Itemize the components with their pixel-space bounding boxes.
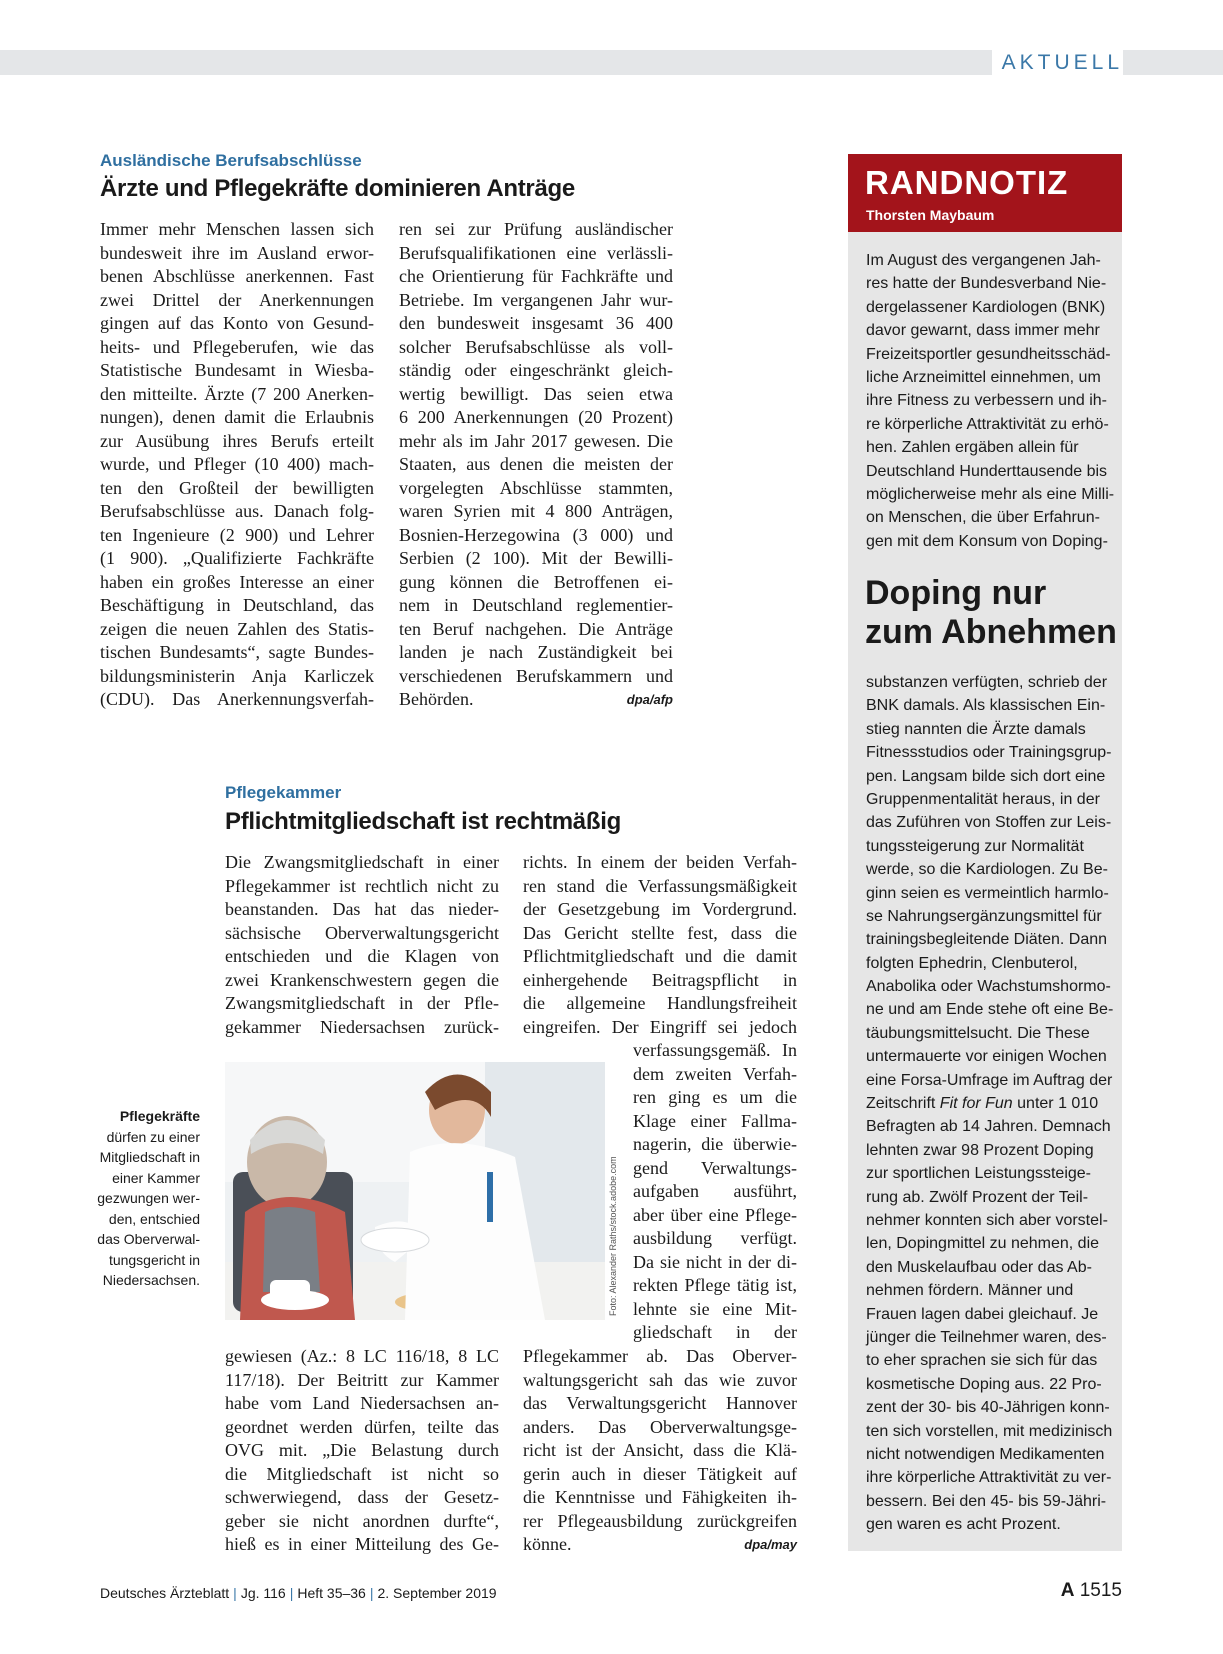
text-line: gingen auf das Konto von Gesund- bbox=[100, 313, 374, 333]
randnotiz-line: zent der 30- bis 40-Jährigen konn- bbox=[866, 1399, 1110, 1417]
randnotiz-line: eine Forsa-Umfrage im Auftrag der bbox=[866, 1071, 1113, 1089]
text-line: verfassungsgemäß. In bbox=[633, 1040, 797, 1060]
text-line: Serbien (2 100). Mit der Bewilli- bbox=[399, 548, 673, 568]
text-line: Pflichtmitgliedschaft und die damit bbox=[523, 946, 797, 966]
randnotiz-line: substanzen verfügten, schrieb der bbox=[866, 674, 1108, 691]
text-line: wertig bewilligt. Das seien etwa bbox=[399, 383, 673, 404]
text-line: Staaten, aus denen die meisten der bbox=[399, 454, 673, 474]
text-line: zur Ausübung ihres Berufs erteilt bbox=[100, 430, 374, 451]
text-line: wurde, und Pfleger (10 400) mach- bbox=[100, 454, 374, 474]
randnotiz-line: Zeitschrift Fit for Fun unter 1 010 bbox=[866, 1095, 1099, 1113]
text-line: zwei Krankenschwestern gegen die bbox=[225, 969, 499, 990]
randnotiz-line: Freizeitsportler gesundheitsschäd- bbox=[866, 345, 1111, 363]
randnotiz-line: ten sich vorstellen, mit medizinisch bbox=[866, 1422, 1113, 1440]
page-number-value: 1515 bbox=[1079, 1580, 1122, 1601]
randnotiz-line: gen waren es acht Prozent. bbox=[866, 1516, 1061, 1534]
text-line: waltungsgericht sah das wie zuvor bbox=[523, 1369, 797, 1390]
randnotiz-line: Fitnessstudios oder Trainingsgrup- bbox=[866, 744, 1112, 762]
text-line: lehnte sie eine Mit- bbox=[633, 1298, 797, 1319]
randnotiz-line: BNK damals. Als klassischen Ein- bbox=[866, 697, 1106, 715]
randnotiz-line: ne und am Ende stehe oft eine Be- bbox=[866, 1001, 1114, 1019]
text-line: (CDU). Das Anerkennungsverfah- bbox=[100, 689, 374, 709]
text-line: ten Ingenieure (2 900) und Lehrer bbox=[100, 524, 374, 545]
text-line: waren Syrien mit 4 800 Anträgen, bbox=[399, 501, 673, 521]
text-line: die Kenntnisse und Fähigkeiten ih- bbox=[523, 1487, 797, 1507]
text-line: Behörden. dpa/afp bbox=[399, 688, 673, 712]
text-line: gewiesen (Az.: 8 LC 116/18, 8 LC bbox=[225, 1346, 499, 1366]
footer-volume: Jg. 116 bbox=[240, 1585, 286, 1601]
text-line: ren ging es um die bbox=[633, 1087, 797, 1107]
randnotiz-line: ihre Fitness zu verbessern und ih- bbox=[866, 392, 1107, 410]
text-line: entschieden und die Klagen von bbox=[225, 946, 499, 966]
randnotiz-line: trainingsbegleitende Diäten. Dann bbox=[866, 931, 1108, 949]
text-line: Berufsabschlüsse aus. Danach folg- bbox=[100, 501, 374, 521]
randnotiz-line: stieg nannten die Ärzte damals bbox=[866, 720, 1086, 738]
text-line: solcher Berufsabschlüsse als voll- bbox=[399, 336, 673, 357]
text-line: richt ist der Ansicht, dass die Klä- bbox=[523, 1440, 797, 1460]
randnotiz-line: möglicherweise mehr als eine Milli- bbox=[866, 485, 1115, 503]
text-line: hieß es in einer Mitteilung des Ge- bbox=[225, 1534, 499, 1554]
text-line: ten den Großteil der bewilligten bbox=[100, 477, 374, 498]
randnotiz-line: Im August des vergangenen Jah- bbox=[866, 252, 1101, 269]
randnotiz-line: Anabolika oder Wachstumshormo- bbox=[866, 978, 1111, 996]
text-line: ren stand die Verfassungsmäßigkeit bbox=[523, 875, 797, 896]
randnotiz-line: kosmetische Doping aus. 22 Pro- bbox=[866, 1375, 1102, 1393]
caption-line: den, entschied bbox=[108, 1210, 200, 1227]
footer-journal: Deutsches Ärzteblatt bbox=[100, 1585, 230, 1601]
randnotiz-line: Deutschland Hunderttausende bis bbox=[866, 462, 1108, 480]
text-line: Die Zwangsmitgliedschaft in einer bbox=[225, 852, 499, 872]
caption-line: einer Kammer bbox=[112, 1169, 200, 1186]
randnotiz-headline bbox=[865, 574, 1117, 652]
randnotiz-line: pen. Langsam bilde sich dort eine bbox=[866, 767, 1106, 785]
text-line: zeigen die neuen Zahlen des Statis- bbox=[100, 618, 374, 639]
randnotiz-headline-line-1: Doping nur bbox=[865, 574, 1047, 612]
randnotiz-line: Befragten ab 14 Jahren. Demnach bbox=[866, 1118, 1111, 1136]
text-line: Pflegekammer ist rechtlich nicht zu bbox=[225, 875, 499, 896]
article-signature: dpa/may bbox=[744, 1537, 797, 1552]
randnotiz-line: se Nahrungsergänzungsmittel für bbox=[866, 907, 1102, 925]
text-line: anders. Das Oberverwaltungsge- bbox=[523, 1416, 797, 1437]
text-line: vorgelegten Abschlüsse stammten, bbox=[399, 477, 673, 498]
text-line: Statistische Bundesamt in Wiesba- bbox=[100, 360, 374, 380]
randnotiz-line: on Menschen, die über Erfahrun- bbox=[866, 509, 1100, 527]
article2-kicker: Pflegekammer bbox=[225, 783, 342, 802]
photo-caption bbox=[88, 1106, 200, 1291]
text-line: landen je nach Zuständigkeit bei bbox=[399, 642, 673, 662]
footer-issue: Heft 35–36 bbox=[297, 1585, 366, 1601]
text-line: rer Pflegeausbildung zurückgreifen bbox=[523, 1510, 797, 1531]
article2-column-2-wrap bbox=[633, 1039, 797, 1345]
magazine-title: Fit for Fun bbox=[939, 1095, 1013, 1113]
text-line: ren sei zur Prüfung ausländischer bbox=[399, 219, 673, 239]
randnotiz-author: Thorsten Maybaum bbox=[866, 207, 995, 223]
text-line: ständig oder eingeschränkt gleich- bbox=[399, 360, 673, 380]
article1-column-2 bbox=[399, 218, 673, 712]
randnotiz-line: liche Arzneimittel einnehmen, um bbox=[866, 368, 1101, 386]
randnotiz-label: RANDNOTIZ bbox=[865, 164, 1069, 201]
text-line: sächsische Oberverwaltungsgericht bbox=[225, 922, 499, 943]
text-line: habe vom Land Niedersachsen an- bbox=[225, 1393, 499, 1413]
text-line: ten Beruf nachgehen. Die Anträge bbox=[399, 618, 673, 639]
page-number bbox=[1061, 1580, 1122, 1602]
randnotiz-line: ginn seien es vermeintlich harmlo- bbox=[866, 884, 1109, 902]
randnotiz-line: Frauen lagen dabei gleichauf. Je bbox=[866, 1305, 1099, 1323]
text-line: ausbildung verfügt. bbox=[633, 1228, 797, 1248]
text-line: OVG mit. „Die Belastung durch bbox=[225, 1440, 499, 1460]
text-line: benen Abschlüsse anerkennen. Fast bbox=[100, 266, 374, 286]
caption-line: das Oberverwal- bbox=[97, 1231, 200, 1247]
text-line: das Verwaltungsgericht Hannover bbox=[523, 1393, 797, 1413]
text-line: 6 200 Anerkennungen (20 Prozent) bbox=[399, 407, 673, 427]
text-line: haben ein großes Interesse an einer bbox=[100, 571, 374, 592]
text-line: die Mitgliedschaft ist nicht so bbox=[225, 1463, 499, 1484]
page-prefix: A bbox=[1060, 1580, 1075, 1601]
text-line: den mitteilte. Ärzte (7 200 Anerken- bbox=[100, 383, 374, 404]
text-line: Beschäftigung in Deutschland, das bbox=[100, 595, 374, 615]
text-line: beanstanden. Das hat das nieder- bbox=[225, 899, 499, 919]
article2-column-1-bottom bbox=[225, 1345, 499, 1557]
randnotiz-line: tungssteigerung zur Normalität bbox=[866, 837, 1084, 855]
text-line: gekammer Niedersachsen zurück- bbox=[225, 1016, 499, 1037]
text-line: mehr als im Jahr 2017 gewesen. Die bbox=[399, 430, 673, 451]
text-line: Das Gericht stellte fest, dass die bbox=[523, 922, 797, 943]
randnotiz-line: zur sportlichen Leistungssteige- bbox=[866, 1165, 1092, 1183]
footer-citation: Deutsches Ärzteblatt | Jg. 116 | Heft 35–36 | 2. September 2019 bbox=[100, 1585, 497, 1601]
randnotiz-line: folgten Ephedrin, Clenbuterol, bbox=[866, 954, 1078, 972]
text-line: eingreifen. Der Eingriff sei jedoch bbox=[523, 1016, 797, 1037]
randnotiz-line: Gruppenmentalität heraus, in der bbox=[866, 790, 1100, 808]
text-line: der Gesetzgebung im Vordergrund. bbox=[523, 899, 797, 919]
section-label: AKTUELL bbox=[992, 50, 1123, 75]
text-line: rekten Pflege tätig ist, bbox=[633, 1275, 797, 1295]
text-line: bildungsministerin Anja Karliczek bbox=[100, 665, 374, 686]
randnotiz-line: ihre körperliche Attraktivität zu ver- bbox=[866, 1469, 1112, 1487]
article2-column-2-top bbox=[523, 851, 797, 1039]
text-line: gung können die Betroffenen ei- bbox=[399, 571, 673, 592]
article2-column-1-top bbox=[225, 851, 499, 1039]
randnotiz-line: len, Dopingmittel zu nehmen, die bbox=[866, 1235, 1100, 1253]
caption-line: gezwungen wer- bbox=[97, 1190, 200, 1206]
text-line: die allgemeine Handlungsfreiheit bbox=[523, 993, 797, 1013]
nurse-with-elderly-woman-photo bbox=[225, 1062, 605, 1320]
text-line: gend Verwaltungs- bbox=[633, 1157, 797, 1178]
randnotiz-text-bottom bbox=[866, 671, 1114, 1536]
text-line: aufgaben ausführt, bbox=[633, 1181, 797, 1201]
randnotiz-line: lehnten zwar 98 Prozent Doping bbox=[866, 1141, 1094, 1159]
text-line: bundesweit ihre im Ausland erwor- bbox=[100, 242, 374, 263]
text-line: 117/18). Der Beitritt zur Kammer bbox=[225, 1369, 499, 1390]
text-line: heits- und Pflegeberufen, wie das bbox=[100, 336, 374, 357]
randnotiz-line: res hatte der Bundesverband Nie- bbox=[866, 275, 1107, 293]
randnotiz-line: den Muskelaufbau oder das Ab- bbox=[866, 1258, 1092, 1276]
randnotiz-line: hen. Zahlen ergäben allein für bbox=[866, 439, 1079, 457]
text-line: Zwangsmitgliedschaft in der Pfle- bbox=[225, 993, 499, 1013]
text-line: che Orientierung für Fachkräfte und bbox=[399, 266, 673, 286]
text-line: Da sie nicht in der di- bbox=[633, 1251, 797, 1272]
footer-date: 2. September 2019 bbox=[377, 1585, 497, 1601]
randnotiz-line: davor gewarnt, dass immer mehr bbox=[866, 322, 1100, 340]
text-line: könne. dpa/may bbox=[523, 1533, 797, 1557]
caption-line: Niedersachsen. bbox=[102, 1272, 200, 1288]
text-line: aber über eine Pflege- bbox=[633, 1204, 797, 1225]
randnotiz-line: re körperliche Attraktivität zu erhö- bbox=[866, 415, 1109, 433]
caption-title: Pflegekräfte bbox=[119, 1108, 200, 1124]
text-line: dem zweiten Verfah- bbox=[633, 1063, 797, 1084]
photo-credit: Foto: Alexander Raths/stock.adobe.com bbox=[608, 1156, 618, 1316]
text-line: den bundesweit insgesamt 36 400 bbox=[399, 313, 673, 333]
text-line: zwei Drittel der Anerkennungen bbox=[100, 289, 374, 310]
randnotiz-line: untermauerte vor einigen Wochen bbox=[866, 1048, 1107, 1066]
randnotiz-line: bessern. Bei den 45- bis 59-Jähri- bbox=[866, 1492, 1107, 1510]
text-line: nagerin, die überwie- bbox=[633, 1134, 797, 1154]
text-line: nungen), denen damit die Erlaubnis bbox=[100, 407, 374, 427]
article-signature: dpa/afp bbox=[626, 692, 673, 707]
randnotiz-text-top bbox=[866, 249, 1115, 553]
randnotiz-line: jünger die Teilnehmer waren, des- bbox=[866, 1328, 1107, 1346]
text-line: Bosnien-Herzegowina (3 000) und bbox=[399, 524, 673, 545]
randnotiz-line: gen mit dem Konsum von Doping- bbox=[866, 532, 1108, 550]
article2-title: Pflichtmitgliedschaft ist rechtmäßig bbox=[225, 808, 621, 835]
text-line: verschiedenen Berufskammern und bbox=[399, 665, 673, 686]
text-line: Betriebe. Im vergangenen Jahr wur- bbox=[399, 289, 673, 310]
text-line: geordnet werden dürfen, teilte das bbox=[225, 1416, 499, 1437]
article1-column-1 bbox=[100, 218, 374, 712]
article1-kicker: Ausländische Berufsabschlüsse bbox=[100, 151, 362, 170]
caption-line: Mitgliedschaft in bbox=[99, 1149, 200, 1165]
randnotiz-line: das Zuführen von Stoffen zur Leis- bbox=[866, 814, 1112, 832]
randnotiz-line: to eher sprachen sie sich für das bbox=[866, 1352, 1098, 1370]
text-line: gerin auch in dieser Tätigkeit auf bbox=[523, 1463, 797, 1484]
text-line: geber sie nicht anordnen durfte“, bbox=[225, 1510, 499, 1531]
text-line: schwerwiegend, dass der Gesetz- bbox=[225, 1487, 499, 1507]
randnotiz-line: nehmer konnten sich aber vorstel- bbox=[866, 1211, 1108, 1229]
article1-title: Ärzte und Pflegekräfte dominieren Anträge bbox=[100, 175, 575, 202]
text-line: (1 900). „Qualifizierte Fachkräfte bbox=[100, 548, 374, 568]
text-line: Klage einer Fallma- bbox=[633, 1110, 797, 1131]
randnotiz-line: rung ab. Zwölf Prozent der Teil- bbox=[866, 1188, 1089, 1206]
randnotiz-line: täubungsmittelsucht. Die These bbox=[866, 1024, 1090, 1042]
randnotiz-line: nicht notwendigen Medikamenten bbox=[866, 1445, 1105, 1463]
text-line: einhergehende Beitragspflicht in bbox=[523, 969, 797, 990]
article2-column-2-bottom bbox=[523, 1345, 797, 1557]
caption-line: dürfen zu einer bbox=[106, 1128, 200, 1145]
text-line: Berufsqualifikationen eine verlässli- bbox=[399, 242, 673, 263]
text-line: gliedschaft in der bbox=[633, 1322, 797, 1342]
text-line: richts. In einem der beiden Verfah- bbox=[523, 852, 797, 872]
caption-line: tungsgericht in bbox=[108, 1251, 200, 1268]
text-line: Pflegekammer ab. Das Oberver- bbox=[523, 1346, 797, 1366]
randnotiz-headline-line-2: zum Abnehmen bbox=[865, 613, 1117, 651]
randnotiz-line: nehmen fördern. Männer und bbox=[866, 1282, 1074, 1300]
randnotiz-line: werde, so die Kardiologen. Zu Be- bbox=[866, 861, 1108, 879]
randnotiz-line: dergelassener Kardiologen (BNK) bbox=[866, 298, 1106, 316]
text-line: tischen Bundesamts“, sagte Bundes- bbox=[100, 642, 374, 662]
text-line: nem in Deutschland reglementier- bbox=[399, 595, 673, 615]
text-line: Immer mehr Menschen lassen sich bbox=[100, 219, 374, 239]
